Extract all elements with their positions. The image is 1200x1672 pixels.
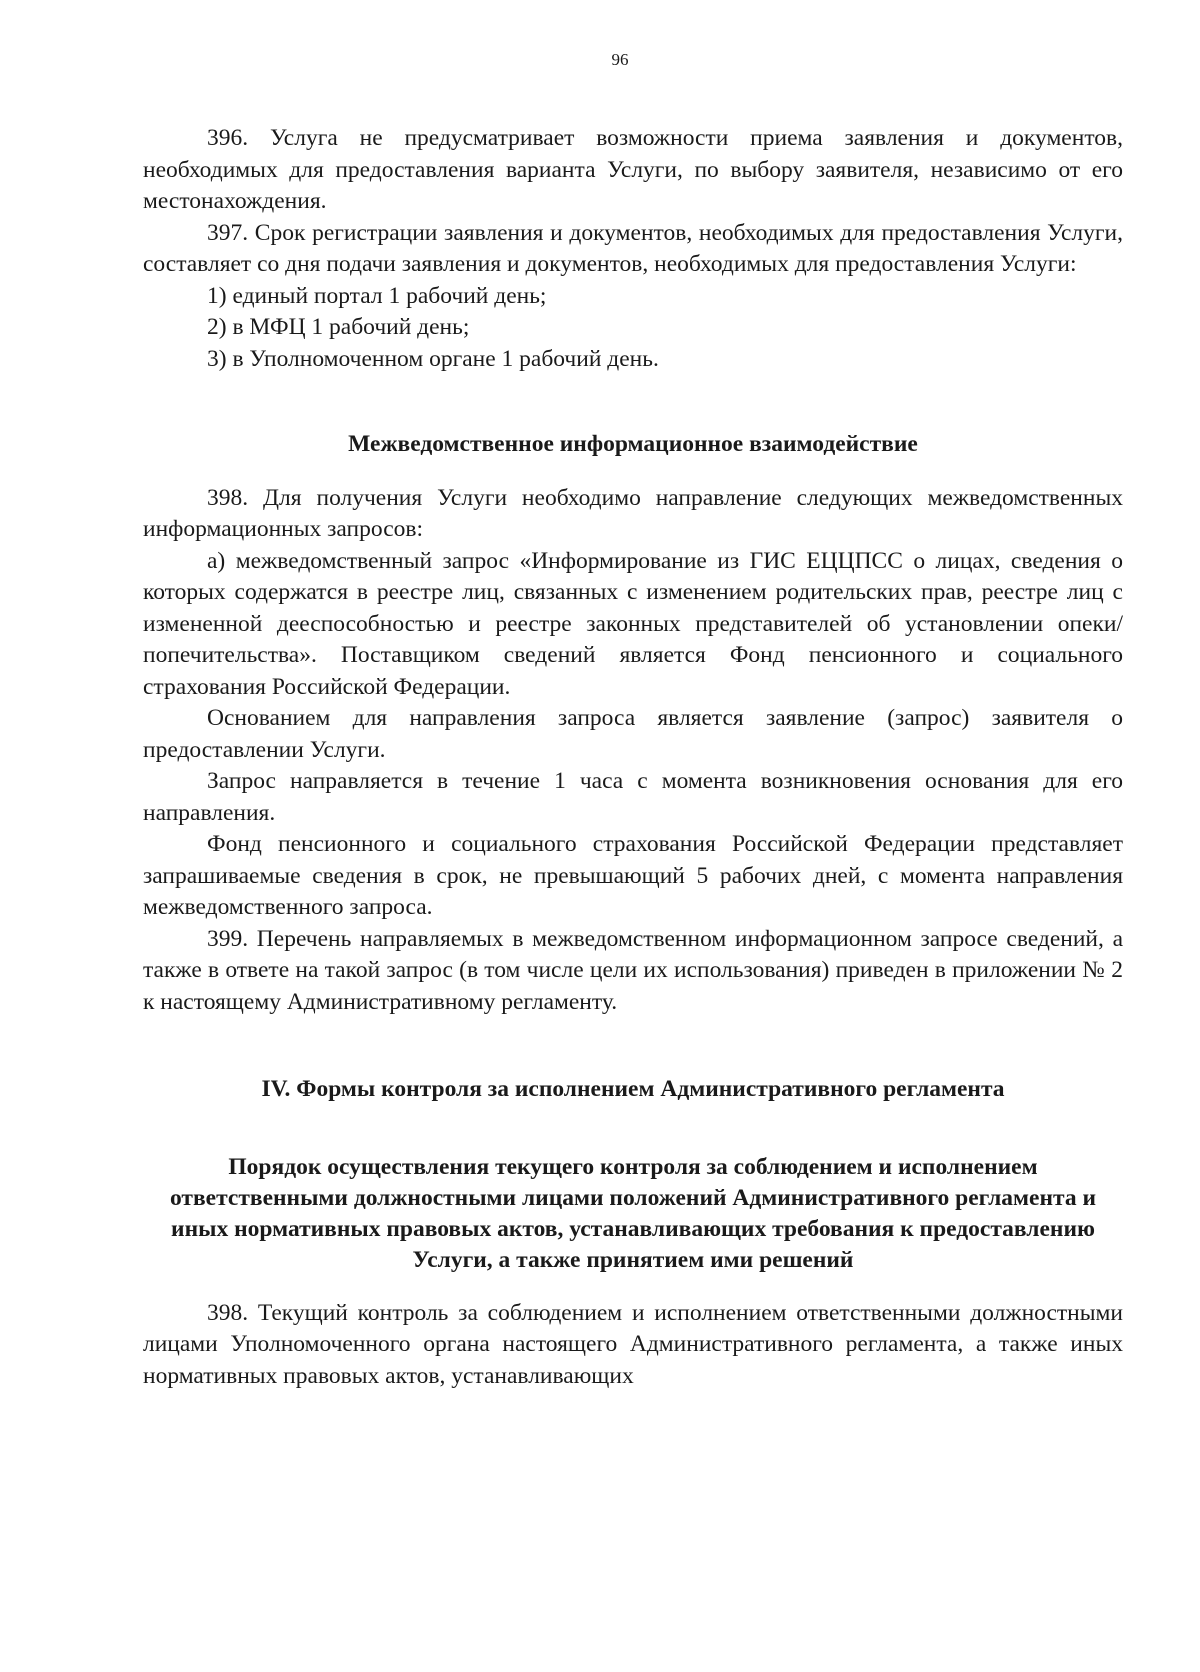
list-item: 1) единый портал 1 рабочий день;	[207, 282, 547, 309]
paragraph-398: 398. Для получения Услуги необходимо направление следующих межведомственных информационных запросов:	[143, 484, 1123, 542]
paragraph-396: 396. Услуга не предусматривает возможности приема заявления и документов, необходимых для предоставления варианта Услуги, по выбору заявителя, независимо от его местонахождения.	[143, 125, 1123, 214]
document-body	[143, 123, 1123, 1392]
list-item: 3) в Уполномоченном органе 1 рабочий день.	[207, 345, 659, 372]
heading-interagency-interaction: Межведомственное информационное взаимодействие	[348, 431, 918, 457]
paragraph-request-timing: Запрос направляется в течение 1 часа с момента возникновения основания для его направления.	[143, 768, 1123, 826]
list-item: 2) в МФЦ 1 рабочий день;	[207, 314, 470, 340]
paragraph-response-term: Фонд пенсионного и социального страхования Российской Федерации представляет запрашиваемые сведения в срок, не превышающий 5 рабочих дней, с момента направления межведомственного запроса.	[143, 831, 1123, 920]
heading-section-iv: IV. Формы контроля за исполнением Административного регламента	[261, 1076, 1005, 1102]
page-number: 96	[611, 50, 629, 69]
paragraph-request-basis: Основанием для направления запроса является заявление (запрос) заявителя о предоставлении Услуги.	[143, 705, 1123, 763]
paragraph-397: 397. Срок регистрации заявления и документов, необходимых для предоставления Услуги, составляет со дня подачи заявления и документов, необходимых для предоставления Услуги:	[143, 219, 1123, 277]
heading-control-procedure: Порядок осуществления текущего контроля за соблюдением и исполнением ответственными должностными лицами положений Административного регламента и иных нормативных правовых актов, устанавливающих требования к предоставлению Услуги, а также принятием ими решений	[169, 1153, 1097, 1273]
paragraph-399: 399. Перечень направляемых в межведомственном информационном запросе сведений, а также в ответе на такой запрос (в том числе цели их использования) приведен в приложении № 2 к настоящему Административному регламенту.	[143, 925, 1123, 1015]
paragraph-398-control: 398. Текущий контроль за соблюдением и исполнением ответственными должностными лицами Уполномоченного органа настоящего Административного регламента, а также иных нормативных правовых актов, устанавливающих	[143, 1299, 1123, 1389]
paragraph-request-a: а) межведомственный запрос «Информирование из ГИС ЕЦЦПСС о лицах, сведения о которых содержатся в реестре лиц, связанных с изменением родительских прав, реестре лиц с измененной дееспособностью и реестре законных представителей об установлении опеки/попечительства». Поставщиком сведений является Фонд пенсионного и социального страхования Российской Федерации.	[143, 547, 1123, 700]
